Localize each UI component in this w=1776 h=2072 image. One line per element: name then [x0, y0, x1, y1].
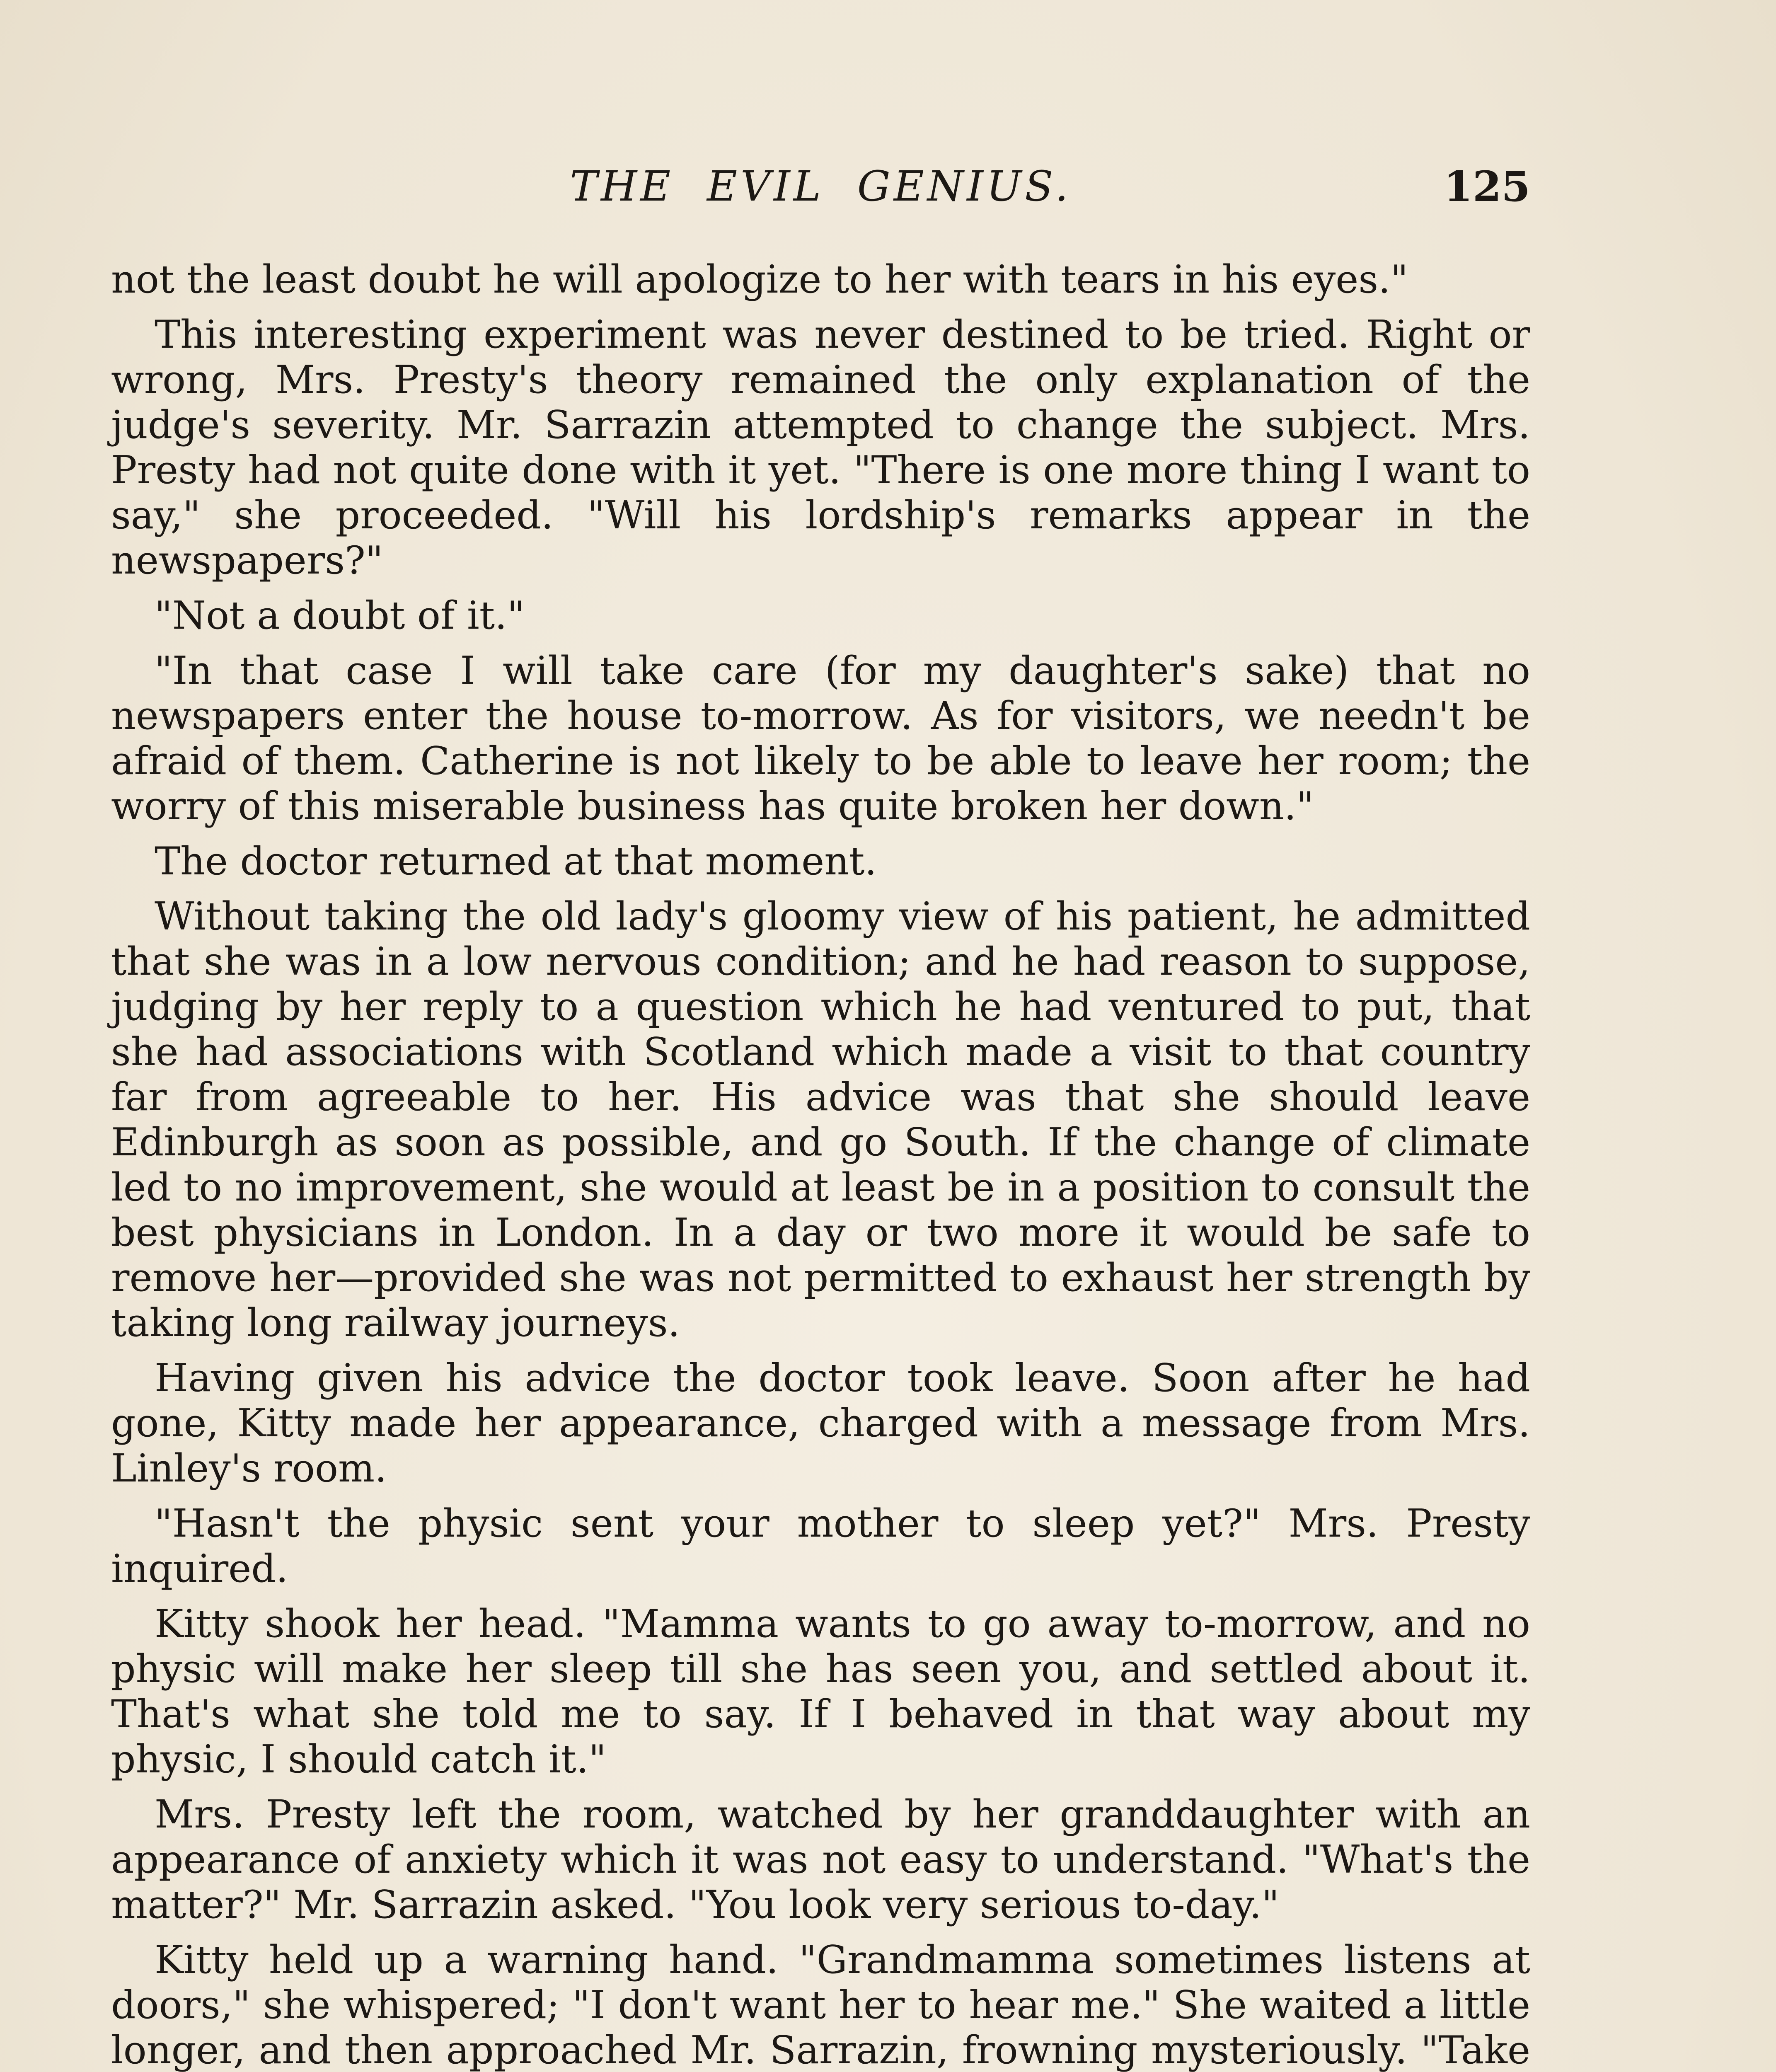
- paragraph: "Not a doubt of it.": [155, 593, 525, 638]
- paragraph: The doctor returned at that moment.: [155, 839, 877, 884]
- paragraph: Having given his advice the doctor took leave. Soon after he had gone, Kitty made her appearance, charged with a message from Mrs. Linley's room.: [111, 1356, 1530, 1491]
- running-head: THE EVIL GENIUS.: [570, 162, 1072, 211]
- page-number: 125: [1444, 162, 1530, 211]
- paragraph: "Hasn't the physic sent your mother to sleep yet?" Mrs. Presty inquired.: [111, 1501, 1530, 1591]
- page-header: [111, 155, 1530, 218]
- paragraph: not the least doubt he will apologize to her with tears in his eyes.": [111, 257, 1408, 302]
- paragraph: "In that case I will take care (for my daughter's sake) that no newspapers enter the house to-morrow. As for visitors, we needn't be afraid of them. Catherine is not likely to be able to leave her room; the worry of this miserable business has quite broken her down.": [111, 648, 1530, 828]
- body-text: [111, 257, 1530, 2072]
- paragraph: Kitty held up a warning hand. "Grandmamma sometimes listens at doors," she whispered; "I don't want her to hear me." She waited a little longer, and then approached Mr. Sarrazin, frowning mysteriously. "Take: [111, 1937, 1530, 2072]
- paragraph: Without taking the old lady's gloomy view of his patient, he admitted that she was in a low nervous condition; and he had reason to suppose, judging by her reply to a question which he had ventured to put, that she had associations with Scotland which made a visit to that country far from agreeable to her. His advice was that she should leave Edinburgh as soon as possible, and go South. If the change of climate led to no improvement, she would at least be in a position to consult the best physicians in London. In a day or two more it would be safe to remove her—provided she was not permitted to exhaust her strength by taking long railway journeys.: [111, 894, 1530, 1345]
- paragraph: Kitty shook her head. "Mamma wants to go away to-morrow, and no physic will make her sleep till she has seen you, and settled about it. That's what she told me to say. If I behaved in that way about my physic, I should catch it.": [111, 1601, 1530, 1782]
- paragraph: Mrs. Presty left the room, watched by her granddaughter with an appearance of anxiety which it was not easy to understand. "What's the matter?" Mr. Sarrazin asked. "You look very serious to-day.": [111, 1792, 1530, 1927]
- paragraph: This interesting experiment was never destined to be tried. Right or wrong, Mrs. Presty's theory remained the only explanation of the judge's severity. Mr. Sarrazin attempted to change the subject. Mrs. Presty had not quite done with it yet. "There is one more thing I want to say," she proceeded. "Will his lordship's remarks appear in the newspapers?": [111, 312, 1530, 583]
